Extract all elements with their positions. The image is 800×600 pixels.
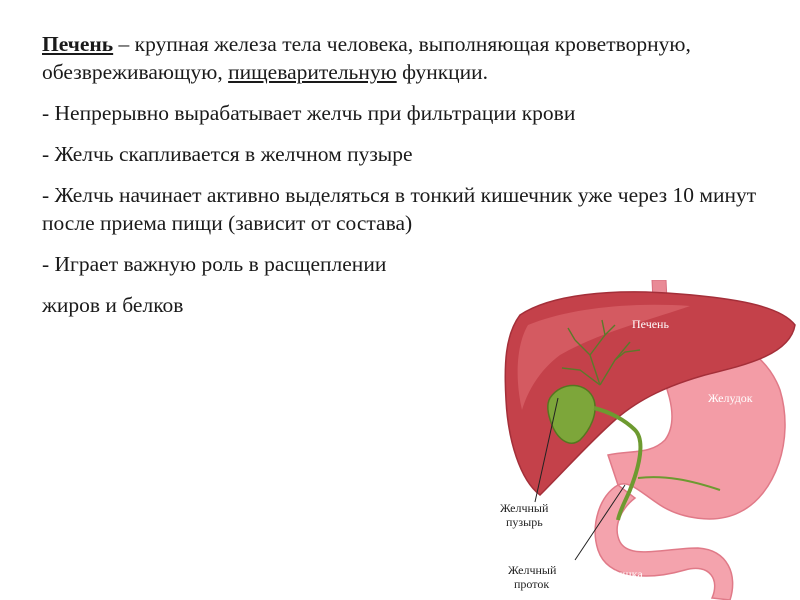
bullet-2: - Желчь скапливается в желчном пузыре [42,142,413,166]
bullet-3: - Желчь начинает активно выделяться в тонкий кишечник уже через 10 минут после приема пищи (зависит от состава) [42,183,757,235]
label-gallbladder-line1: Желчный [500,501,549,515]
label-liver: Печень [632,317,669,331]
definition-paragraph [42,30,762,86]
label-stomach: Желудок [708,391,753,405]
bullet-1: - Непрерывно вырабатывает желчь при фильтрации крови [42,101,576,125]
term-liver: Печень [42,32,114,56]
definition-underlined-word: пищеварительную [228,60,397,84]
label-duct-line1: Желчный [508,563,557,577]
definition-text-2: функции. [396,60,489,84]
label-intestine: Кишка [608,567,643,581]
liver-anatomy-svg [490,280,800,600]
liver-anatomy-illustration [490,280,800,600]
bullet-4-line-1: - Играет важную роль в расщеплении [42,252,387,276]
bullet-4-line-2: жиров и белков [42,293,184,317]
label-gallbladder-line2: пузырь [506,515,543,529]
label-duct-line2: проток [514,577,550,591]
definition-text-1: – крупная железа тела человека, выполняющая кроветворную, обезвреживающую, [42,32,691,84]
